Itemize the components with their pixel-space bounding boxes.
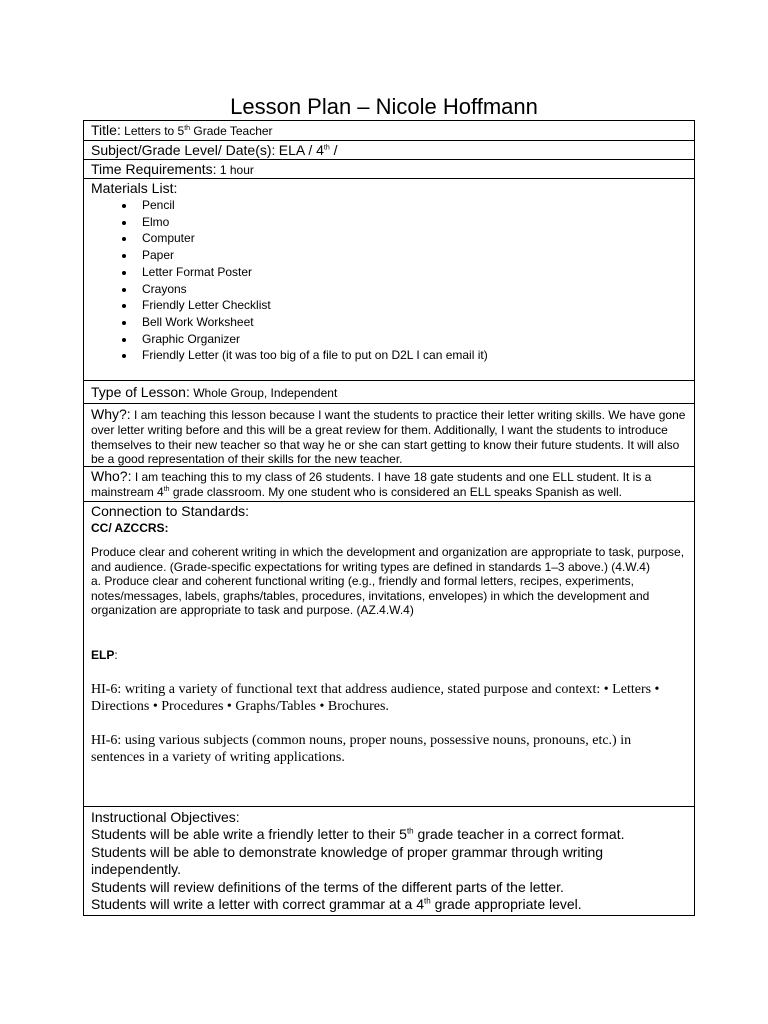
time-label: Time Requirements: — [91, 161, 217, 177]
objective-2: Students will be able to demonstrate knowledge of proper grammar through writing independently. — [91, 843, 604, 877]
materials-label: Materials List: — [91, 180, 178, 196]
objective-3: Students will review definitions of the terms of the different parts of the letter. — [91, 878, 564, 895]
subject-row — [84, 141, 694, 160]
materials-list-item: • Elmo — [136, 214, 687, 231]
subject-label: Subject/Grade Level/ Date(s): — [91, 142, 276, 158]
materials-list-item: • Pencil — [136, 197, 687, 214]
lesson-plan-table — [83, 120, 695, 916]
standards-row — [84, 502, 694, 807]
why-text: Why?: I am teaching this lesson because I want the students to practice their letter writing skills. We have gone over letter writing before and this will be a great review for them. Additionally, I want the students to introduce themselves to their new teacher so that way he or she can start getting to know their future students. It will also be a good representation of their skills for the new teacher. — [91, 406, 686, 466]
elp-standard-1: HI-6: writing a variety of functional text that address audience, stated purpose and context: • Letters • Directions • Procedures • Graphs/Tables • Brochures. — [91, 681, 660, 714]
title-label: Title — [91, 122, 117, 138]
materials-list-item: • Letter Format Poster — [136, 264, 687, 281]
elp-label: ELP: — [91, 647, 118, 662]
who-text: Who?: I am teaching this to my class of 26 students. I have 18 gate students and one ELL student. It is a mainstream 4th grade classroom. My one student who is considered an ELL speaks Spanish as well. — [91, 468, 652, 499]
objectives-label: Instructional Objectives: — [91, 809, 240, 825]
time-value: 1 hour — [219, 163, 254, 177]
cc-standard-2: a. Produce clear and coherent functional writing (e.g., friendly and formal letters, recipes, experiments, notes/messages, labels, graphs/tables, procedures, invitations, envelopes) in which the development and organization are appropriate to task and purpose. (AZ.4.W.4) — [91, 574, 650, 617]
materials-list-item: • Paper — [136, 247, 687, 264]
materials-list-item: • Bell Work Worksheet — [136, 314, 687, 331]
elp-standard-2: HI-6: using various subjects (common nouns, proper nouns, possessive nouns, pronouns, etc.) in sentences in a variety of writing applications. — [91, 732, 632, 765]
materials-list-item: • Computer — [136, 230, 687, 247]
materials-row — [84, 179, 694, 381]
cc-standard-1: Produce clear and coherent writing in which the development and organization are appropriate to task, purpose, and audience. (Grade-specific expectations for writing types are defined in standards 1–3 above.) (4.W.4) — [91, 545, 685, 574]
type-row — [84, 381, 694, 404]
standards-label: Connection to Standards: — [91, 503, 249, 519]
type-value: Whole Group, Independent — [193, 386, 338, 400]
materials-list-item: • Graphic Organizer — [136, 331, 687, 348]
objective-4: Students will write a letter with correct grammar at a 4th grade appropriate level. — [91, 896, 582, 912]
who-label: Who?: — [91, 468, 132, 484]
title-row: Title: Letters to 5th Grade Teacher — [84, 121, 694, 141]
title-value: Letters to 5th Grade Teacher — [124, 124, 273, 138]
objectives-row — [84, 807, 694, 915]
type-label: Type of Lesson: — [91, 384, 190, 400]
objective-1: Students will be able write a friendly letter to their 5th grade teacher in a correct format. — [91, 826, 625, 842]
who-row — [84, 467, 694, 502]
why-row — [84, 404, 694, 467]
cc-label: CC/ AZCCRS: — [91, 521, 169, 535]
materials-list — [91, 197, 687, 364]
materials-list-item: • Friendly Letter (it was too big of a file to put on D2L I can email it) — [136, 347, 687, 364]
document-title: Lesson Plan – Nicole Hoffmann — [230, 94, 538, 119]
why-label: Why?: — [91, 406, 131, 422]
materials-list-item: • Friendly Letter Checklist — [136, 297, 687, 314]
subject-value: ELA / 4th / — [278, 142, 338, 158]
materials-list-item: • Crayons — [136, 281, 687, 298]
time-row — [84, 160, 694, 179]
